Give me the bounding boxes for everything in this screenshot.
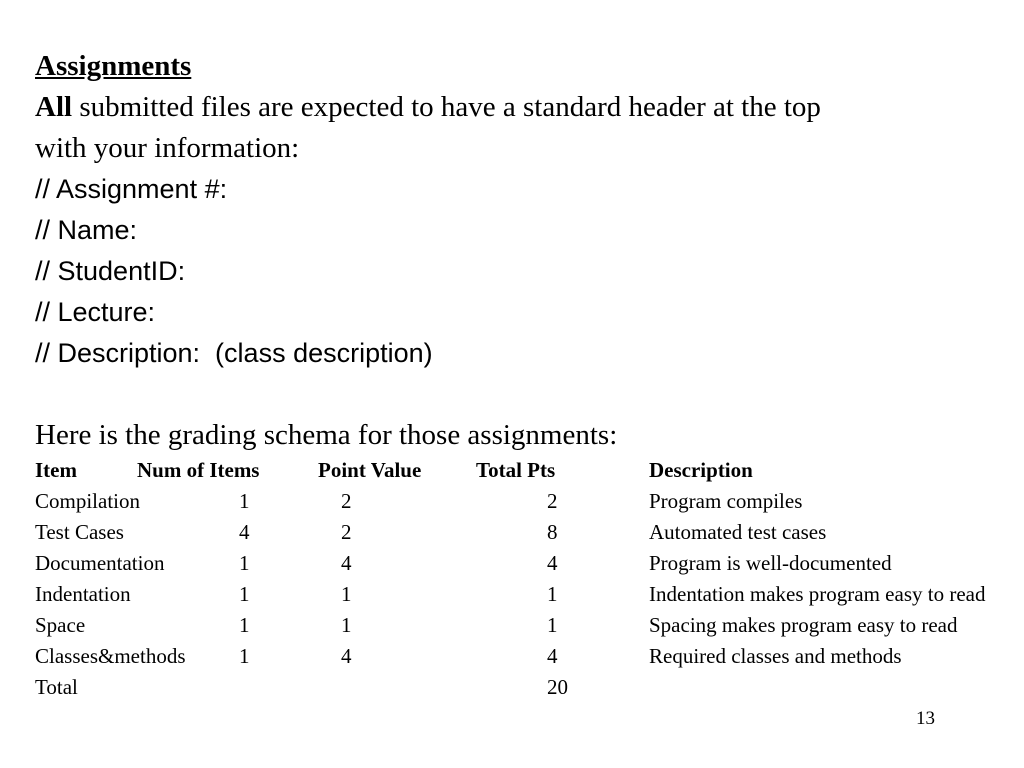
page-number: 13 xyxy=(916,708,935,729)
cell-total-pts: 8 xyxy=(547,520,558,544)
intro-text: submitted files are expected to have a standard header at the top xyxy=(72,91,821,123)
cell-num-of-items: 1 xyxy=(239,582,250,606)
column-header-item: Item xyxy=(35,458,77,482)
cell-total-pts: 1 xyxy=(547,613,558,637)
cell-num-of-items: 4 xyxy=(239,520,250,544)
cell-point-value: 2 xyxy=(341,520,352,544)
cell-point-value: 2 xyxy=(341,489,352,513)
cell-description: Indentation makes program easy to read xyxy=(649,582,986,606)
cell-point-value: 1 xyxy=(341,613,352,637)
table-row-total xyxy=(0,672,1024,703)
cell-description: Spacing makes program easy to read xyxy=(649,613,958,637)
column-header-description: Description xyxy=(649,458,753,482)
cell-description: Automated test cases xyxy=(649,520,827,544)
intro-line-2: with your information: xyxy=(35,132,300,164)
header-line-assignment: // Assignment #: xyxy=(35,174,228,204)
cell-description: Program compiles xyxy=(649,489,803,513)
intro-line-1 xyxy=(35,87,995,127)
grading-table-header xyxy=(0,455,1024,486)
column-header-total-pts: Total Pts xyxy=(476,458,556,482)
cell-item: Indentation xyxy=(35,582,131,606)
header-line-name: // Name: xyxy=(35,215,138,245)
table-row xyxy=(0,610,1024,641)
table-row xyxy=(0,579,1024,610)
cell-item: Space xyxy=(35,613,86,637)
cell-num-of-items: 1 xyxy=(239,551,250,575)
intro-emphasis: All xyxy=(35,91,73,123)
cell-description: Program is well-documented xyxy=(649,551,892,575)
cell-total-pts: 20 xyxy=(547,675,568,699)
cell-total-pts: 4 xyxy=(547,551,558,575)
cell-num-of-items: 1 xyxy=(239,489,250,513)
cell-point-value: 4 xyxy=(341,644,352,668)
cell-total-pts: 4 xyxy=(547,644,558,668)
column-header-point-value: Point Value xyxy=(318,458,422,482)
cell-num-of-items: 1 xyxy=(239,644,250,668)
cell-num-of-items: 1 xyxy=(239,613,250,637)
cell-item: Classes&methods xyxy=(35,644,186,668)
table-row xyxy=(0,517,1024,548)
table-row xyxy=(0,641,1024,672)
cell-item: Total xyxy=(35,675,78,699)
cell-item: Test Cases xyxy=(35,520,124,544)
cell-point-value: 4 xyxy=(341,551,352,575)
grading-schema-intro: Here is the grading schema for those assignments: xyxy=(35,419,618,451)
header-line-lecture: // Lecture: xyxy=(35,297,156,327)
cell-description: Required classes and methods xyxy=(649,644,902,668)
header-line-description: // Description: (class description) xyxy=(35,338,433,368)
slide-title: Assignments xyxy=(35,50,192,82)
header-line-studentid: // StudentID: xyxy=(35,256,186,286)
cell-item: Documentation xyxy=(35,551,165,575)
cell-point-value: 1 xyxy=(341,582,352,606)
column-header-num-of-items: Num of Items xyxy=(137,458,260,482)
cell-total-pts: 1 xyxy=(547,582,558,606)
table-row xyxy=(0,548,1024,579)
cell-item: Compilation xyxy=(35,489,140,513)
table-row xyxy=(0,486,1024,517)
cell-total-pts: 2 xyxy=(547,489,558,513)
